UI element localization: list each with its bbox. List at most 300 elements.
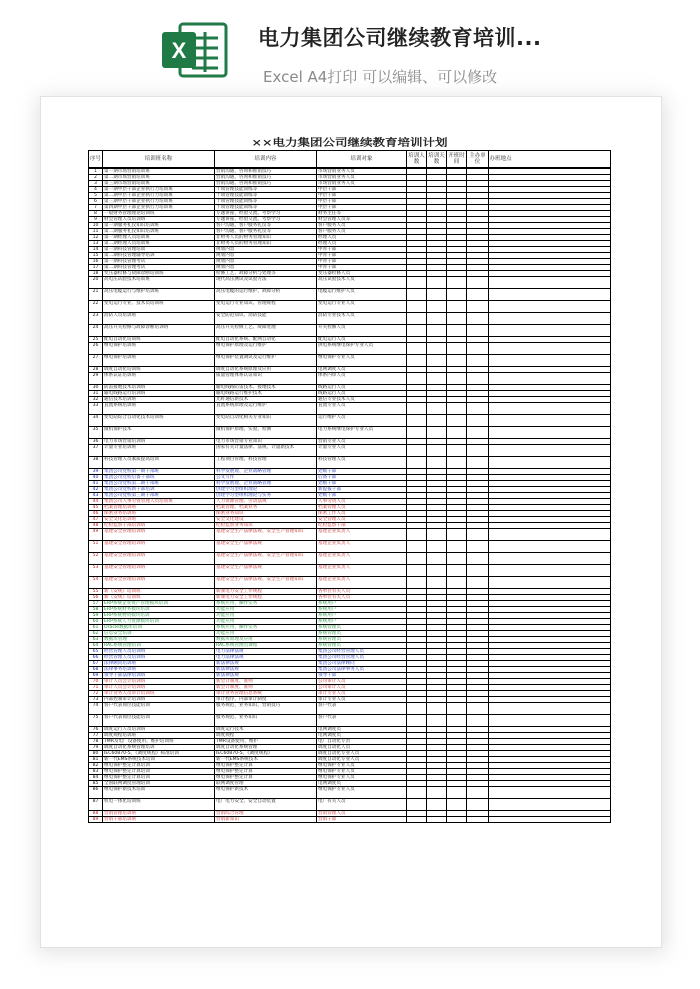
- course-content-cell: 规划内容: [215, 247, 317, 252]
- start-time-cell: [447, 355, 467, 366]
- days-cell: [427, 439, 447, 444]
- target-audience-cell: 电厂自动化专责: [317, 739, 407, 744]
- target-audience-cell: 继电保护专业人员: [317, 775, 407, 780]
- participants-cell: [407, 439, 427, 444]
- row-number: 85: [89, 781, 103, 786]
- participants-cell: [407, 241, 427, 246]
- participants-cell: [407, 781, 427, 786]
- row-number: 15: [89, 253, 103, 258]
- row-number: 35: [89, 427, 103, 438]
- start-time-cell: [447, 247, 467, 252]
- days-cell: [427, 781, 447, 786]
- course-content-cell: 系统应用、操作实务: [215, 601, 317, 606]
- participants-cell: [407, 385, 427, 390]
- course-name-cell: 财会管理人员培训班: [103, 217, 215, 222]
- days-cell: [427, 529, 447, 540]
- target-audience-cell: 直流专业人员: [317, 403, 407, 414]
- target-audience-cell: 基建企业负责人: [317, 565, 407, 576]
- course-content-cell: 继电保护整定计算: [215, 769, 317, 774]
- course-name-cell: 调度规程培训班: [103, 733, 215, 738]
- organizer-cell: [467, 193, 489, 198]
- participants-cell: [407, 313, 427, 324]
- target-audience-cell: 集团公司经营管理人员: [317, 649, 407, 654]
- location-cell: [489, 739, 512, 744]
- start-time-cell: [447, 445, 467, 456]
- course-content-cell: 规划内容: [215, 259, 317, 264]
- target-audience-cell: 中层干部: [317, 199, 407, 204]
- location-cell: [489, 787, 512, 798]
- row-number: 44: [89, 499, 103, 504]
- participants-cell: [407, 697, 427, 702]
- participants-cell: [407, 415, 427, 426]
- target-audience-cell: 电网调度人员: [317, 367, 407, 372]
- row-number: 38: [89, 457, 103, 468]
- start-time-cell: [447, 241, 467, 246]
- course-name-cell: ERP系统物资模块培训: [103, 613, 215, 618]
- course-content-cell: 功能应用: [215, 607, 317, 612]
- participants-cell: [407, 367, 427, 372]
- course-content-cell: 继电保护整定计算: [215, 775, 317, 780]
- start-time-cell: [447, 229, 467, 234]
- location-cell: [489, 601, 512, 606]
- start-time-cell: [447, 313, 467, 324]
- organizer-cell: [467, 397, 489, 402]
- location-cell: [489, 211, 512, 216]
- row-number: 74: [89, 703, 103, 714]
- course-content-cell: 安全文化建设: [215, 517, 317, 522]
- organizer-cell: [467, 235, 489, 240]
- location-cell: [489, 487, 512, 492]
- target-audience-cell: 继电保护专业人员: [317, 355, 407, 366]
- document-subtitle: Excel A4打印 可以编辑、可以修改: [263, 68, 498, 86]
- participants-cell: [407, 301, 427, 312]
- start-time-cell: [447, 439, 467, 444]
- course-content-cell: 微机保护原理、实验、检测: [215, 427, 317, 438]
- location-cell: [489, 367, 512, 372]
- course-name-cell: 保密业务培训班: [103, 511, 215, 516]
- location-cell: [489, 445, 512, 456]
- days-cell: [427, 715, 447, 726]
- target-audience-cell: 消防专业技术人员: [317, 313, 407, 324]
- start-time-cell: [447, 637, 467, 642]
- participants-cell: [407, 529, 427, 540]
- participants-cell: [407, 181, 427, 186]
- row-number: 62: [89, 631, 103, 636]
- days-cell: [427, 751, 447, 756]
- course-name-cell: 机电一体化培训班: [103, 799, 215, 810]
- course-content-cell: 审计业务管理信息系统: [215, 691, 317, 696]
- location-cell: [489, 475, 512, 480]
- participants-cell: [407, 625, 427, 630]
- organizer-cell: [467, 763, 489, 768]
- start-time-cell: [447, 763, 467, 768]
- participants-cell: [407, 217, 427, 222]
- course-name-cell: 营销管理培训班: [103, 811, 215, 816]
- participants-cell: [407, 289, 427, 300]
- days-cell: [427, 241, 447, 246]
- course-name-cell: 第一期科技管理考试: [103, 259, 215, 264]
- days-cell: [427, 499, 447, 504]
- table-row: [89, 444, 610, 456]
- column-header-row: [88, 150, 611, 167]
- course-content-cell: 营销综合管理: [215, 811, 317, 816]
- organizer-cell: [467, 181, 489, 186]
- target-audience-cell: 中层干部: [317, 205, 407, 210]
- column-header: 主办单位: [467, 151, 489, 167]
- course-content-cell: 高压电缆的运行维护、故障分析: [215, 289, 317, 300]
- participants-cell: [407, 493, 427, 498]
- start-time-cell: [447, 715, 467, 726]
- row-number: 60: [89, 619, 103, 624]
- start-time-cell: [447, 517, 467, 522]
- course-name-cell: 法律顾问培训班: [103, 661, 215, 666]
- organizer-cell: [467, 493, 489, 498]
- participants-cell: [407, 265, 427, 270]
- course-content-cell: 创建学习型组织理论: [215, 487, 317, 492]
- course-name-cell: 第二期科技管理辅导培训: [103, 253, 215, 258]
- days-cell: [427, 577, 447, 588]
- participants-cell: [407, 745, 427, 750]
- organizer-cell: [467, 631, 489, 636]
- organizer-cell: [467, 205, 489, 210]
- target-audience-cell: 安全管理人员: [317, 517, 407, 522]
- organizer-cell: [467, 427, 489, 438]
- organizer-cell: [467, 457, 489, 468]
- start-time-cell: [447, 625, 467, 630]
- participants-cell: [407, 205, 427, 210]
- participants-cell: [407, 565, 427, 576]
- target-audience-cell: 财会管理人员等: [317, 217, 407, 222]
- location-cell: [489, 613, 512, 618]
- participants-cell: [407, 403, 427, 414]
- target-audience-cell: 营销专业人员: [317, 439, 407, 444]
- organizer-cell: [467, 301, 489, 312]
- course-content-cell: 数据库原理及应用: [215, 637, 317, 642]
- participants-cell: [407, 343, 427, 354]
- course-content-cell: 新颁电力安全工作规程: [215, 595, 317, 600]
- days-cell: [427, 553, 447, 564]
- organizer-cell: [467, 367, 489, 372]
- target-audience-cell: 电网调度员: [317, 733, 407, 738]
- course-content-cell: 十项管理技能训练等: [215, 193, 317, 198]
- table-row: [89, 702, 610, 714]
- location-cell: [489, 481, 512, 486]
- course-name-cell: 高电压试验技术培训班: [103, 277, 215, 288]
- course-name-cell: 审计人员会计培训班: [103, 685, 215, 690]
- course-content-cell: 配电自动化系统、配网自动化: [215, 337, 317, 342]
- organizer-cell: [467, 505, 489, 510]
- target-audience-cell: 中青干部: [317, 247, 407, 252]
- row-number: 57: [89, 601, 103, 606]
- row-number: 5: [89, 193, 103, 198]
- row-number: 20: [89, 277, 103, 288]
- organizer-cell: [467, 487, 489, 492]
- days-cell: [427, 541, 447, 552]
- organizer-cell: [467, 541, 489, 552]
- course-name-cell: 审计人员会计培训班: [103, 679, 215, 684]
- participants-cell: [407, 397, 427, 402]
- participants-cell: [407, 601, 427, 606]
- column-header: 培训对象: [317, 151, 407, 167]
- course-content-cell: 科学发展观、企业战略管理: [215, 481, 317, 486]
- course-content-cell: 人力资源管理、劳动法规: [215, 499, 317, 504]
- organizer-cell: [467, 727, 489, 732]
- table-row: [89, 288, 610, 300]
- course-name-cell: 客户代表岗位技能培训: [103, 703, 215, 714]
- table-row: [89, 540, 610, 552]
- days-cell: [427, 511, 447, 516]
- days-cell: [427, 169, 447, 174]
- course-name-cell: 经营管理人员培训班: [103, 655, 215, 660]
- days-cell: [427, 631, 447, 636]
- participants-cell: [407, 763, 427, 768]
- course-content-cell: 新法律法规: [215, 667, 317, 672]
- start-time-cell: [447, 703, 467, 714]
- participants-cell: [407, 553, 427, 564]
- location-cell: [489, 643, 512, 648]
- course-content-cell: 新颁电力安全工作规程: [215, 589, 317, 594]
- target-audience-cell: 中层干部: [317, 193, 407, 198]
- course-content-cell: 审计程序、内部审计制度: [215, 697, 317, 702]
- days-cell: [427, 265, 447, 270]
- row-number: 78: [89, 739, 103, 744]
- course-content-cell: 调度运行技术: [215, 727, 317, 732]
- participants-cell: [407, 787, 427, 798]
- days-cell: [427, 757, 447, 762]
- target-audience-cell: 客户服务人员: [317, 229, 407, 234]
- days-cell: [427, 493, 447, 498]
- row-number: 49: [89, 529, 103, 540]
- course-name-cell: 继电保护整定计算培训: [103, 763, 215, 768]
- location-cell: [489, 775, 512, 780]
- target-audience-cell: 体系内审人员: [317, 373, 407, 384]
- target-audience-cell: 人事劳资人员: [317, 499, 407, 504]
- target-audience-cell: 中青干部: [317, 265, 407, 270]
- start-time-cell: [447, 523, 467, 528]
- organizer-cell: [467, 595, 489, 600]
- days-cell: [427, 655, 447, 660]
- start-time-cell: [447, 673, 467, 678]
- target-audience-cell: 系统管理员: [317, 637, 407, 642]
- start-time-cell: [447, 259, 467, 264]
- start-time-cell: [447, 631, 467, 636]
- location-cell: [489, 397, 512, 402]
- course-content-cell: 调度自动化系统原理及应用: [215, 367, 317, 372]
- days-cell: [427, 355, 447, 366]
- start-time-cell: [447, 643, 467, 648]
- target-audience-cell: 调度自动化人员: [317, 745, 407, 750]
- target-audience-cell: 基建企业负责人: [317, 541, 407, 552]
- location-cell: [489, 757, 512, 762]
- participants-cell: [407, 487, 427, 492]
- course-content-cell: 客户沟通、客户服务礼仪等: [215, 223, 317, 228]
- days-cell: [427, 337, 447, 342]
- days-cell: [427, 217, 447, 222]
- location-cell: [489, 499, 512, 504]
- target-audience-cell: 客户代表: [317, 715, 407, 726]
- target-audience-cell: 系统管理员: [317, 643, 407, 648]
- location-cell: [489, 187, 512, 192]
- table-body: [88, 167, 611, 823]
- start-time-cell: [447, 775, 467, 780]
- row-number: 66: [89, 655, 103, 660]
- start-time-cell: [447, 337, 467, 342]
- organizer-cell: [467, 517, 489, 522]
- participants-cell: [407, 391, 427, 396]
- row-number: 54: [89, 577, 103, 588]
- course-name-cell: 第一期市场营销培训班: [103, 169, 215, 174]
- participants-cell: [407, 685, 427, 690]
- organizer-cell: [467, 325, 489, 336]
- participants-cell: [407, 643, 427, 648]
- table-row: [89, 426, 610, 438]
- organizer-cell: [467, 343, 489, 354]
- days-cell: [427, 505, 447, 510]
- participants-cell: [407, 259, 427, 264]
- participants-cell: [407, 337, 427, 342]
- location-cell: [489, 799, 512, 810]
- participants-cell: [407, 703, 427, 714]
- excel-icon-letter: X: [171, 38, 187, 63]
- days-cell: [427, 373, 447, 384]
- course-name-cell: 集团公司党校新干部培训: [103, 487, 215, 492]
- course-name-cell: 第三期中层干部企业执行力培训班: [103, 199, 215, 204]
- organizer-cell: [467, 337, 489, 342]
- course-content-cell: 新法律法规: [215, 673, 317, 678]
- column-header: 办班地点: [489, 156, 512, 162]
- course-name-cell: 纪检监察干部培训班: [103, 523, 215, 528]
- days-cell: [427, 637, 447, 642]
- location-cell: [489, 595, 512, 600]
- table-row: [89, 312, 610, 324]
- course-name-cell: RAC系统管理培训: [103, 643, 215, 648]
- course-name-cell: 新一代EMS系统技术培训: [103, 757, 215, 762]
- course-content-cell: 规划内容: [215, 253, 317, 258]
- days-cell: [427, 277, 447, 288]
- days-cell: [427, 229, 447, 234]
- target-audience-cell: 处级干部: [317, 469, 407, 474]
- excel-icon: [158, 20, 230, 80]
- organizer-cell: [467, 169, 489, 174]
- start-time-cell: [447, 271, 467, 276]
- column-header: 培训内容: [215, 151, 317, 167]
- days-cell: [427, 763, 447, 768]
- start-time-cell: [447, 577, 467, 588]
- location-cell: [489, 241, 512, 246]
- course-content-cell: 检修工艺、故障分析与处理等: [215, 271, 317, 276]
- target-audience-cell: 集团公司法律顾问: [317, 661, 407, 666]
- target-audience-cell: 后备干部: [317, 475, 407, 480]
- start-time-cell: [447, 469, 467, 474]
- participants-cell: [407, 475, 427, 480]
- location-cell: [489, 493, 512, 498]
- start-time-cell: [447, 739, 467, 744]
- organizer-cell: [467, 529, 489, 540]
- course-content-cell: 质量管理体系认证知识: [215, 373, 317, 384]
- location-cell: [489, 259, 512, 264]
- participants-cell: [407, 775, 427, 780]
- target-audience-cell: 系统用户: [317, 607, 407, 612]
- course-name-cell: 档案管理培训班: [103, 505, 215, 510]
- participants-cell: [407, 799, 427, 810]
- course-name-cell: 直流系统培训班: [103, 403, 215, 414]
- start-time-cell: [447, 181, 467, 186]
- location-cell: [489, 325, 512, 336]
- participants-cell: [407, 373, 427, 384]
- start-time-cell: [447, 781, 467, 786]
- course-content-cell: 营销沟通、咨询和推销技巧: [215, 175, 317, 180]
- course-content-cell: 调度规程: [215, 733, 317, 738]
- participants-cell: [407, 253, 427, 258]
- days-cell: [427, 601, 447, 606]
- course-content-cell: 非财务人员的财务管理知识: [215, 241, 317, 246]
- days-cell: [427, 367, 447, 372]
- target-audience-cell: 通信专业技术人员: [317, 397, 407, 402]
- header: [0, 0, 700, 108]
- location-cell: [489, 415, 512, 426]
- table-row: [89, 786, 610, 798]
- organizer-cell: [467, 499, 489, 504]
- row-number: 41: [89, 481, 103, 486]
- start-time-cell: [447, 397, 467, 402]
- location-cell: [489, 763, 512, 768]
- course-name-cell: 变电运行专业、技术员培训班: [103, 301, 215, 312]
- start-time-cell: [447, 277, 467, 288]
- participants-cell: [407, 679, 427, 684]
- location-cell: [489, 541, 512, 552]
- start-time-cell: [447, 499, 467, 504]
- organizer-cell: [467, 277, 489, 288]
- location-cell: [489, 253, 512, 258]
- start-time-cell: [447, 727, 467, 732]
- target-audience-cell: 配电运行人员: [317, 337, 407, 342]
- course-content-cell: 新法律法规: [215, 661, 317, 666]
- course-name-cell: 微机保护技术: [103, 427, 215, 438]
- start-time-cell: [447, 733, 467, 738]
- row-number: 17: [89, 265, 103, 270]
- start-time-cell: [447, 655, 467, 660]
- location-cell: [489, 553, 512, 564]
- row-number: 51: [89, 541, 103, 552]
- organizer-cell: [467, 643, 489, 648]
- participants-cell: [407, 769, 427, 774]
- target-audience-cell: 变电运行专业人员: [317, 301, 407, 312]
- start-time-cell: [447, 481, 467, 486]
- start-time-cell: [447, 487, 467, 492]
- target-audience-cell: 公司审计人员: [317, 685, 407, 690]
- row-number: 88: [89, 811, 103, 816]
- organizer-cell: [467, 253, 489, 258]
- row-number: 52: [89, 553, 103, 564]
- row-number: 75: [89, 715, 103, 726]
- course-content-cell: 公文写作: [215, 475, 317, 480]
- target-audience-cell: 电力系统继电保护专业人员: [317, 427, 407, 438]
- start-time-cell: [447, 235, 467, 240]
- start-time-cell: [447, 751, 467, 756]
- organizer-cell: [467, 637, 489, 642]
- days-cell: [427, 703, 447, 714]
- row-number: 36: [89, 439, 103, 444]
- organizer-cell: [467, 391, 489, 396]
- days-cell: [427, 625, 447, 630]
- row-number: 83: [89, 769, 103, 774]
- days-cell: [427, 523, 447, 528]
- course-content-cell: 科学发展观、企业战略管理: [215, 469, 317, 474]
- course-name-cell: 集团公司党校第一期干部班: [103, 469, 215, 474]
- days-cell: [427, 391, 447, 396]
- participants-cell: [407, 199, 427, 204]
- location-cell: [489, 733, 512, 738]
